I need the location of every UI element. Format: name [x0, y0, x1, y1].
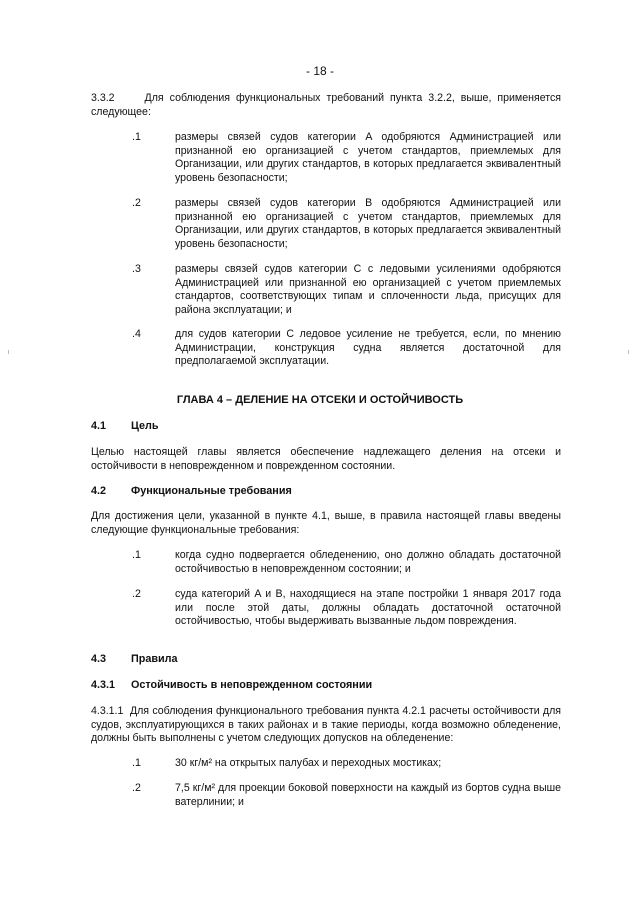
list-item-text: суда категорий A и B, находящиеся на этапе постройки 1 января 2017 года или после этой даты, должны обладать достаточной остаточной остойчивостью, чтобы выдерживать вызванные льдом повреждения. — [175, 588, 561, 628]
paragraph-3-3-2-intro: 3.3.2 Для соблюдения функциональных требований пункта 3.2.2, выше, применяется следующее: — [91, 92, 561, 118]
section-4-1-text: Целью настоящей главы является обеспечение надлежащего деления на отсеки и остойчивости в неповрежденном и поврежденном состоянии. — [91, 446, 561, 472]
section-number-4-2: 4.2 — [91, 485, 107, 497]
section-title-4-2: Функциональные требования — [131, 485, 292, 497]
paragraph-4-3-1-1: 4.3.1.1 Для соблюдения функционального требования пункта 4.2.1 расчеты остойчивости для судов, эксплуатирующихся в таких районах и в такие периоды, когда возможно обледенение, должны быть выполнены с учетом следующих допусков на обледенение: — [91, 705, 561, 745]
chapter-heading: ГЛАВА 4 – ДЕЛЕНИЕ НА ОТСЕКИ И ОСТОЙЧИВОСТЬ — [176, 394, 464, 406]
list-item-text: 7,5 кг/м² для проекции боковой поверхности на каждый из бортов судна выше ватерлинии; и — [175, 782, 561, 808]
scan-mark-left — [8, 350, 9, 354]
section-title-4-1: Цель — [131, 420, 159, 432]
list-item-number: .1 — [132, 131, 141, 143]
section-title-4-3: Правила — [131, 653, 178, 665]
page-number: - 18 - — [305, 64, 334, 78]
list-item-text: 30 кг/м² на открытых палубах и переходных мостиках; — [175, 757, 442, 769]
section-number-4-1: 4.1 — [91, 420, 107, 432]
list-item-number: .1 — [132, 549, 141, 561]
list-item-text: размеры связей судов категории A одобряются Администрацией или признанной ею организацией с учетом стандартов, приемлемых для Организации, или других стандартов, в которых предлагается эквивалентный уровень безопасности; — [175, 131, 561, 184]
list-item-number: .1 — [132, 757, 141, 769]
list-item-number: .4 — [132, 328, 141, 340]
section-number-4-3-1: 4.3.1 — [91, 679, 116, 691]
section-title-4-3-1: Остойчивость в неповрежденном состоянии — [131, 679, 373, 691]
section-number-4-3: 4.3 — [91, 653, 107, 665]
list-item-text: размеры связей судов категории C с ледовыми усилениями одобряются Администрацией или признанной ею организацией с учетом приемлемых стандартов, соответствующих типам и сплоченности льда, присущих для района эксплуатации; и — [175, 263, 561, 316]
list-item-number: .2 — [132, 588, 141, 600]
list-item-number: .2 — [132, 197, 141, 209]
section-4-2-text: Для достижения цели, указанной в пункте 4.1, выше, в правила настоящей главы введены следующие функциональные требования: — [91, 510, 561, 536]
list-item-number: .3 — [132, 263, 141, 275]
list-item-number: .2 — [132, 782, 141, 794]
list-item-text: для судов категории C ледовое усиление не требуется, если, по мнению Администрации, конструкция судна является достаточной для предполагаемой эксплуатации. — [175, 328, 561, 368]
list-item-text: размеры связей судов категории B одобряются Администрацией или признанной ею организацией с учетом стандартов, приемлемых для Организации, или других стандартов, в которых предлагается эквивалентный уровень безопасности; — [175, 197, 561, 250]
list-item-text: когда судно подвергается обледенению, оно должно обладать достаточной остойчивостью в неповрежденном состоянии; и — [175, 549, 561, 575]
scan-mark-right — [628, 350, 629, 354]
